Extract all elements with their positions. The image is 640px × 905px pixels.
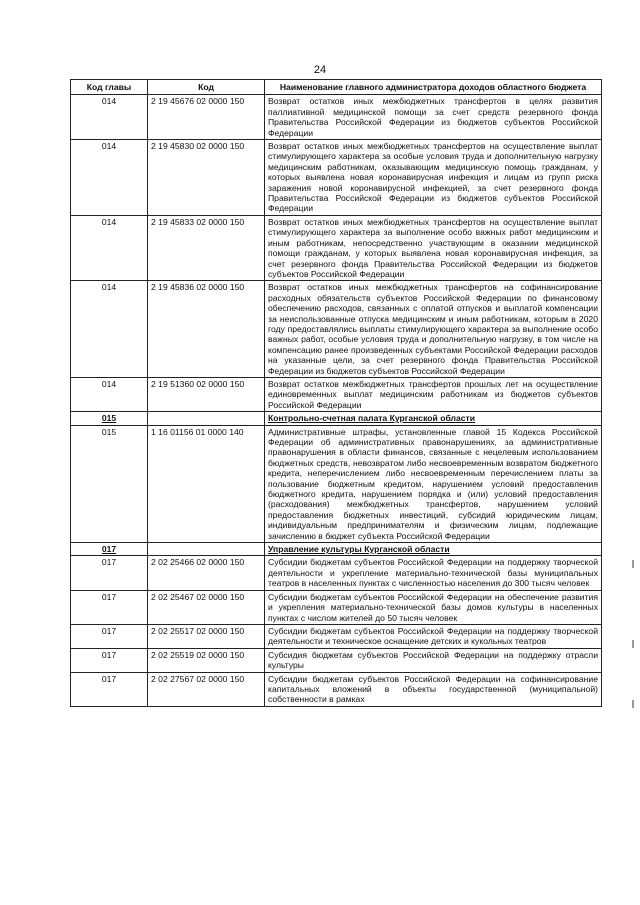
section-title: Управление культуры Курганской области	[265, 543, 602, 556]
header-kod: Код	[148, 80, 265, 95]
section-kod-glavy: 017	[71, 543, 148, 556]
header-kod-glavy: Код главы	[71, 80, 148, 95]
table-row	[71, 648, 602, 672]
cell-naimenovanie: Административные штрафы, установленные главой 15 Кодекса Российской Федерации об административных правонарушениях, за административные правонарушения в области финансов, связанные с нецелевым использованием бюджетных средств, невозвратом либо несвоевременным возвратом бюджетного кредита, неперечислением либо несвоевременным перечислением платы за пользование бюджетным кредитом, нарушением условий предоставления бюджетного кредита, нарушением порядка и (или) условий предоставления (расходования) межбюджетных трансфертов, нарушением условий предоставления бюджетных инвестиций, субсидий юридическим лицам, индивидуальным предпринимателям и физическим лицам, подлежащие зачислению в бюджет субъекта Российской Федерации	[265, 425, 602, 542]
table-row	[71, 95, 602, 140]
page-number: 24	[313, 64, 327, 76]
table-row	[71, 624, 602, 648]
table-row	[71, 281, 602, 378]
cell-kod: 2 19 51360 02 0000 150	[148, 377, 265, 411]
cell-kod: 2 19 45833 02 0000 150	[148, 215, 265, 280]
table-row	[71, 377, 602, 411]
table-row	[71, 556, 602, 590]
cell-naimenovanie: Возврат остатков иных межбюджетных трансфертов на осуществление выплат стимулирующего характера за выполнение особо важных работ медицинским и иным работникам, непосредственно участвующим в оказании медицинской помощи гражданам, у которых выявлена новая коронавирусная инфекция, за счет резервного фонда Правительства Российской Федерации из бюджетов субъектов Российской Федерации	[265, 215, 602, 280]
cell-kod: 2 02 25517 02 0000 150	[148, 624, 265, 648]
cell-naimenovanie: Субсидии бюджетам субъектов Российской Федерации на поддержку творческой деятельности и техническое оснащение детских и кукольных театров	[265, 624, 602, 648]
cell-naimenovanie: Возврат остатков иных межбюджетных трансфертов на софинансирование расходных обязательств субъектов Российской Федерации по финансовому обеспечению расходов, связанных с оплатой отпусков и выплатой компенсации за неиспользованные отпуска медицинским и иным работникам, которым в 2020 году предоставлялись выплаты стимулирующего характера за выполнение особо важных работ, особые условия труда и дополнительную нагрузку, в том числе на компенсацию ранее произведенных субъектами Российской Федерации расходов на указанные цели, за счет резервного фонда Правительства Российской Федерации из бюджетов субъектов Российской Федерации	[265, 281, 602, 378]
cell-naimenovanie: Субсидии бюджетам субъектов Российской Федерации на софинансирование капитальных вложений в объекты государственной (муниципальной) собственности в рамках	[265, 672, 602, 706]
cell-kod: 2 02 25466 02 0000 150	[148, 556, 265, 590]
section-row	[71, 543, 602, 556]
cell-kod: 1 16 01156 01 0000 140	[148, 425, 265, 542]
cell-kod: 2 02 27567 02 0000 150	[148, 672, 265, 706]
cell-kod-glavy: 017	[71, 590, 148, 624]
section-kod	[148, 543, 265, 556]
cell-kod-glavy: 014	[71, 215, 148, 280]
table-header-row	[71, 80, 602, 95]
scan-edge-mark	[632, 700, 634, 708]
table-row	[71, 672, 602, 706]
cell-kod-glavy: 017	[71, 672, 148, 706]
scan-edge-mark	[632, 640, 634, 648]
section-kod	[148, 412, 265, 425]
table-row	[71, 425, 602, 542]
cell-kod-glavy: 017	[71, 556, 148, 590]
cell-naimenovanie: Возврат остатков иных межбюджетных трансфертов на осуществление выплат стимулирующего характера за особые условия труда и дополнительную нагрузку медицинским работникам, оказывающим медицинскую помощь гражданам, у которых выявлена новая коронавирусная инфекция и лицам из групп риска заражения новой коронавирусной инфекцией, за счет резервного фонда Правительства Российской Федерации из бюджетов субъектов Российской Федерации	[265, 140, 602, 216]
table-row	[71, 215, 602, 280]
header-naimenovanie: Наименование главного администратора доходов областного бюджета	[265, 80, 602, 95]
section-kod-glavy: 015	[71, 412, 148, 425]
table-row	[71, 590, 602, 624]
cell-kod: 2 19 45830 02 0000 150	[148, 140, 265, 216]
cell-kod: 2 19 45676 02 0000 150	[148, 95, 265, 140]
cell-kod-glavy: 017	[71, 624, 148, 648]
cell-naimenovanie: Возврат остатков иных межбюджетных трансфертов в целях развития паллиативной медицинской помощи за счет средств резервного фонда Правительства Российской Федерации из бюджетов субъектов Российской Федерации	[265, 95, 602, 140]
section-row	[71, 412, 602, 425]
cell-naimenovanie: Субсидии бюджетам субъектов Российской Федерации на обеспечение развития и укрепления материально-технической базы домов культуры в населенных пунктах с числом жителей до 50 тысяч человек	[265, 590, 602, 624]
cell-kod-glavy: 017	[71, 648, 148, 672]
cell-kod: 2 02 25519 02 0000 150	[148, 648, 265, 672]
cell-kod-glavy: 014	[71, 140, 148, 216]
cell-kod-glavy: 014	[71, 377, 148, 411]
cell-naimenovanie: Возврат остатков межбюджетных трансфертов прошлых лет на осуществление единовременных выплат медицинским работникам из бюджетов субъектов Российской Федерации	[265, 377, 602, 411]
cell-kod: 2 02 25467 02 0000 150	[148, 590, 265, 624]
table-row	[71, 140, 602, 216]
cell-kod-glavy: 014	[71, 95, 148, 140]
cell-naimenovanie: Субсидии бюджетам субъектов Российской Федерации на поддержку творческой деятельности и укрепление материально-технической базы муниципальных театров в населенных пунктах с численностью населения до 300 тысяч человек	[265, 556, 602, 590]
cell-kod: 2 19 45836 02 0000 150	[148, 281, 265, 378]
revenue-administrators-table	[70, 79, 602, 707]
cell-naimenovanie: Субсидия бюджетам субъектов Российской Федерации на поддержку отрасли культуры	[265, 648, 602, 672]
section-title: Контрольно-счетная палата Курганской области	[265, 412, 602, 425]
cell-kod-glavy: 015	[71, 425, 148, 542]
scan-edge-mark	[632, 560, 634, 568]
cell-kod-glavy: 014	[71, 281, 148, 378]
